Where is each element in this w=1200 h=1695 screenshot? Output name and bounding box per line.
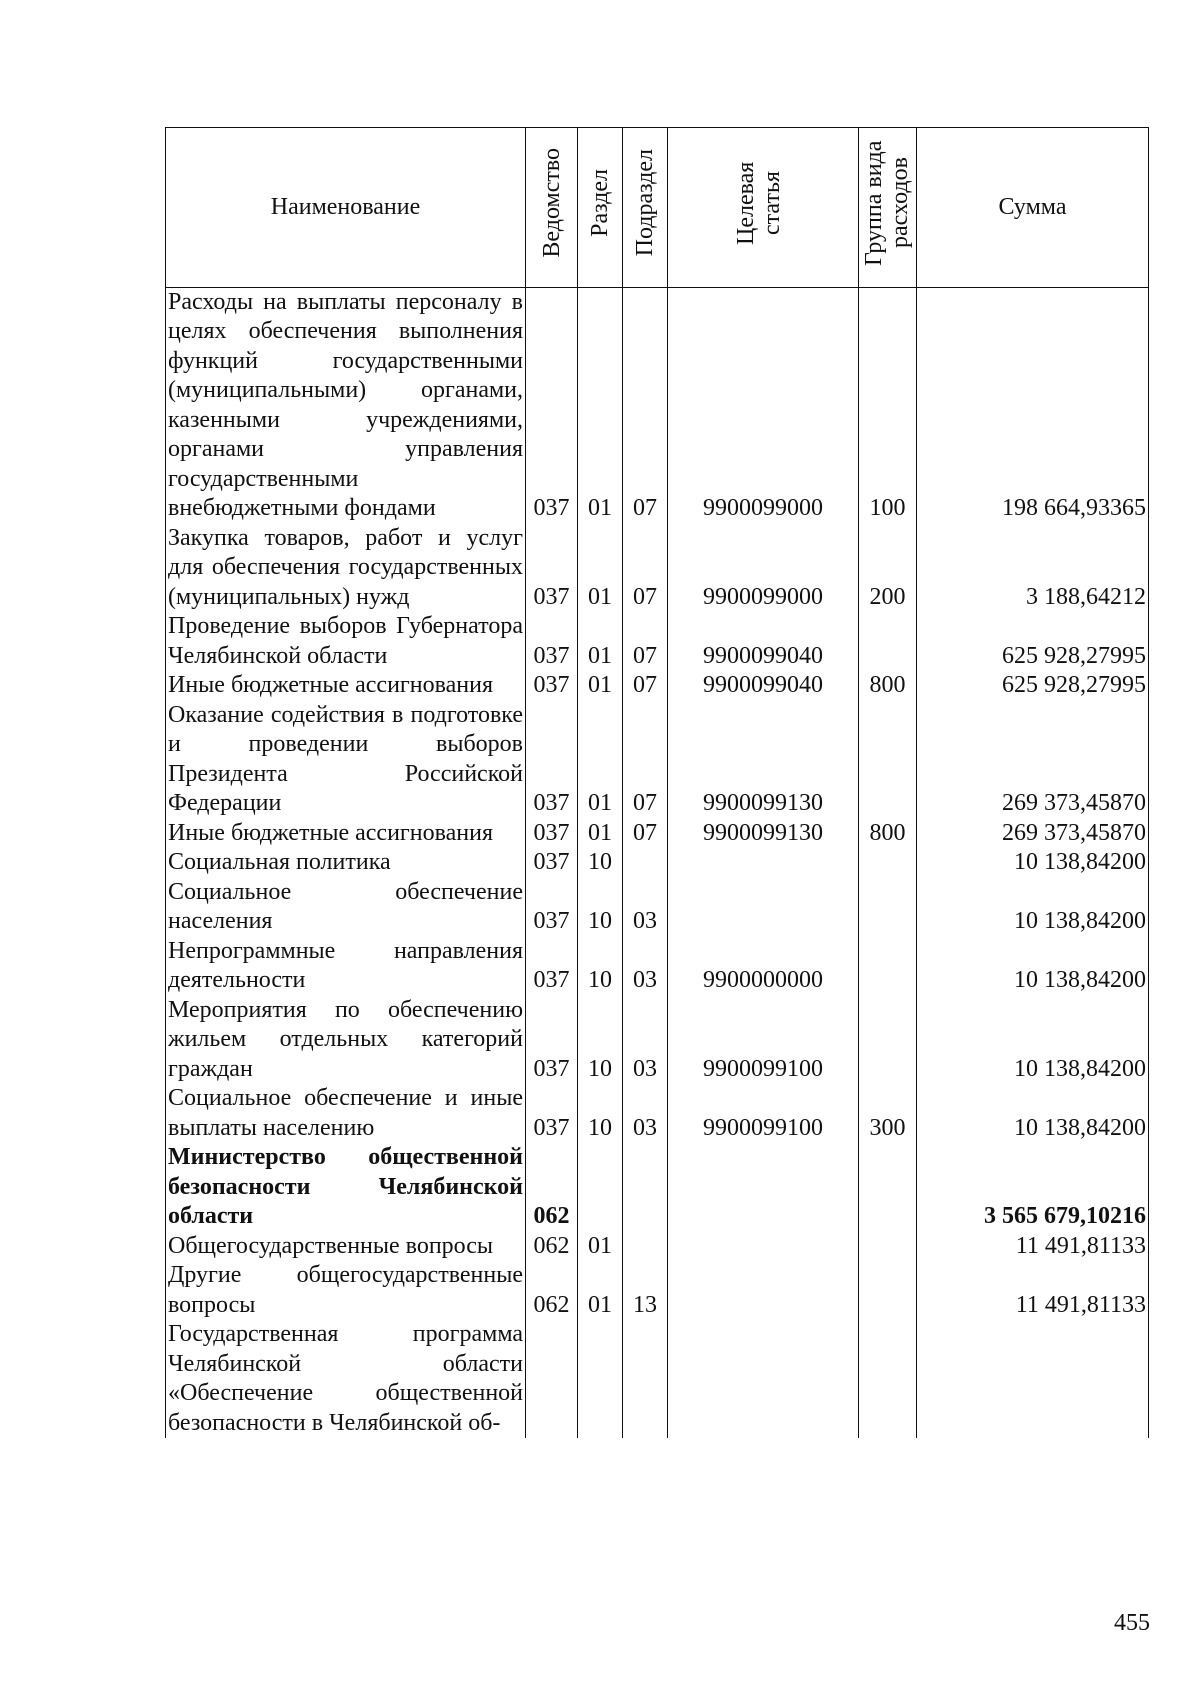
header-vedomstvo: Ведомство — [526, 128, 578, 288]
table-row — [166, 878, 1149, 937]
cell-pod: 13 — [623, 1261, 668, 1320]
cell-name: Общегосударственные вопросы — [166, 1232, 526, 1262]
table-row — [166, 1320, 1149, 1438]
cell-sum: 10 138,84200 — [917, 937, 1149, 996]
cell-sum: 3 188,64212 — [917, 524, 1149, 613]
cell-pod: 03 — [623, 996, 668, 1085]
cell-name: Другие общегосударственные вопросы — [166, 1261, 526, 1320]
cell-sum: 10 138,84200 — [917, 996, 1149, 1085]
cell-name: Иные бюджетные ассигнования — [166, 671, 526, 701]
table-row — [166, 524, 1149, 613]
cell-tsel: 9900099100 — [668, 1084, 859, 1143]
cell-grp: 800 — [859, 671, 917, 701]
cell-raz: 01 — [578, 1232, 623, 1262]
cell-tsel — [668, 1261, 859, 1320]
cell-raz: 01 — [578, 524, 623, 613]
cell-raz — [578, 1320, 623, 1438]
cell-ved: 037 — [526, 1084, 578, 1143]
cell-name: Закупка товаров, работ и услуг для обеспечения государственных (муниципальных) нужд — [166, 524, 526, 613]
cell-tsel — [668, 848, 859, 878]
header-podrazdel: Подраздел — [623, 128, 668, 288]
cell-ved: 062 — [526, 1232, 578, 1262]
cell-ved: 037 — [526, 701, 578, 819]
cell-raz: 01 — [578, 1261, 623, 1320]
header-razdel: Раздел — [578, 128, 623, 288]
cell-name: Мероприятия по обеспечению жильем отдельных категорий граждан — [166, 996, 526, 1085]
cell-pod — [623, 848, 668, 878]
cell-tsel — [668, 878, 859, 937]
cell-sum: 625 928,27995 — [917, 612, 1149, 671]
cell-name: Государственная программа Челябинской области «Обеспечение общественной безопасности в Челябинской об- — [166, 1320, 526, 1438]
cell-pod: 07 — [623, 671, 668, 701]
cell-ved: 037 — [526, 524, 578, 613]
cell-pod: 03 — [623, 878, 668, 937]
table-row — [166, 819, 1149, 849]
cell-grp — [859, 612, 917, 671]
cell-raz: 10 — [578, 937, 623, 996]
cell-name: Социальное обеспечение и иные выплаты населению — [166, 1084, 526, 1143]
table-row — [166, 1084, 1149, 1143]
budget-table — [165, 127, 1149, 1438]
cell-raz: 10 — [578, 996, 623, 1085]
header-summa: Сумма — [917, 128, 1149, 288]
cell-pod: 07 — [623, 701, 668, 819]
cell-tsel: 9900099040 — [668, 671, 859, 701]
cell-ved: 037 — [526, 671, 578, 701]
header-tselevaya: Целевая статья — [668, 128, 859, 288]
page-number: 455 — [1114, 1610, 1150, 1636]
table-row — [166, 287, 1149, 524]
cell-tsel: 9900099000 — [668, 524, 859, 613]
cell-tsel — [668, 1232, 859, 1262]
cell-grp — [859, 996, 917, 1085]
table-row — [166, 1261, 1149, 1320]
table-row — [166, 701, 1149, 819]
cell-tsel: 9900099100 — [668, 996, 859, 1085]
cell-sum: 10 138,84200 — [917, 878, 1149, 937]
cell-ved: 037 — [526, 287, 578, 524]
cell-pod — [623, 1232, 668, 1262]
table-body — [166, 287, 1149, 1438]
cell-raz: 10 — [578, 848, 623, 878]
cell-pod: 03 — [623, 1084, 668, 1143]
table-row — [166, 1143, 1149, 1232]
cell-tsel: 9900000000 — [668, 937, 859, 996]
table-row — [166, 671, 1149, 701]
cell-tsel: 9900099040 — [668, 612, 859, 671]
cell-tsel — [668, 1143, 859, 1232]
table-row — [166, 1232, 1149, 1262]
cell-name: Социальная политика — [166, 848, 526, 878]
cell-sum: 11 491,81133 — [917, 1232, 1149, 1262]
cell-ved: 037 — [526, 878, 578, 937]
cell-sum: 10 138,84200 — [917, 1084, 1149, 1143]
cell-pod — [623, 1143, 668, 1232]
cell-sum: 269 373,45870 — [917, 701, 1149, 819]
table-row — [166, 848, 1149, 878]
table-row — [166, 612, 1149, 671]
cell-ved: 037 — [526, 612, 578, 671]
table-row — [166, 996, 1149, 1085]
cell-raz — [578, 1143, 623, 1232]
cell-pod — [623, 1320, 668, 1438]
cell-grp — [859, 1143, 917, 1232]
cell-tsel — [668, 1320, 859, 1438]
cell-raz: 01 — [578, 612, 623, 671]
header-gruppa: Группа вида расходов — [859, 128, 917, 288]
cell-pod: 07 — [623, 524, 668, 613]
cell-raz: 01 — [578, 701, 623, 819]
cell-grp: 800 — [859, 819, 917, 849]
cell-ved: 037 — [526, 819, 578, 849]
cell-sum: 625 928,27995 — [917, 671, 1149, 701]
cell-grp: 200 — [859, 524, 917, 613]
cell-tsel: 9900099130 — [668, 701, 859, 819]
cell-name: Непрограммные направления деятельности — [166, 937, 526, 996]
cell-name: Расходы на выплаты персоналу в целях обеспечения выполнения функций государственными (муниципальными) органами, казенными учреждениями, органами управления государственными внебюджетными фондами — [166, 287, 526, 524]
cell-ved: 037 — [526, 937, 578, 996]
cell-name: Оказание содействия в подготовке и проведении выборов Президента Российской Федерации — [166, 701, 526, 819]
cell-grp: 100 — [859, 287, 917, 524]
cell-raz: 01 — [578, 287, 623, 524]
cell-grp — [859, 1261, 917, 1320]
cell-raz: 01 — [578, 671, 623, 701]
cell-name: Проведение выборов Губернатора Челябинской области — [166, 612, 526, 671]
cell-grp: 300 — [859, 1084, 917, 1143]
cell-sum: 198 664,93365 — [917, 287, 1149, 524]
cell-ved: 037 — [526, 996, 578, 1085]
cell-sum: 11 491,81133 — [917, 1261, 1149, 1320]
header-name: Наименование — [166, 128, 526, 288]
cell-sum: 3 565 679,10216 — [917, 1143, 1149, 1232]
cell-name: Иные бюджетные ассигнования — [166, 819, 526, 849]
cell-ved — [526, 1320, 578, 1438]
cell-ved: 062 — [526, 1143, 578, 1232]
table-row — [166, 937, 1149, 996]
cell-grp — [859, 1320, 917, 1438]
cell-grp — [859, 701, 917, 819]
cell-raz: 01 — [578, 819, 623, 849]
cell-ved: 062 — [526, 1261, 578, 1320]
cell-sum: 269 373,45870 — [917, 819, 1149, 849]
cell-pod: 07 — [623, 819, 668, 849]
cell-sum — [917, 1320, 1149, 1438]
table-header — [166, 128, 1149, 288]
cell-tsel: 9900099130 — [668, 819, 859, 849]
cell-tsel: 9900099000 — [668, 287, 859, 524]
cell-pod: 07 — [623, 287, 668, 524]
cell-pod: 03 — [623, 937, 668, 996]
cell-sum: 10 138,84200 — [917, 848, 1149, 878]
cell-grp — [859, 1232, 917, 1262]
cell-name: Социальное обеспечение населения — [166, 878, 526, 937]
cell-pod: 07 — [623, 612, 668, 671]
cell-grp — [859, 848, 917, 878]
cell-grp — [859, 878, 917, 937]
cell-grp — [859, 937, 917, 996]
cell-raz: 10 — [578, 878, 623, 937]
cell-name: Министерство общественной безопасности Челябинской области — [166, 1143, 526, 1232]
cell-ved: 037 — [526, 848, 578, 878]
cell-raz: 10 — [578, 1084, 623, 1143]
